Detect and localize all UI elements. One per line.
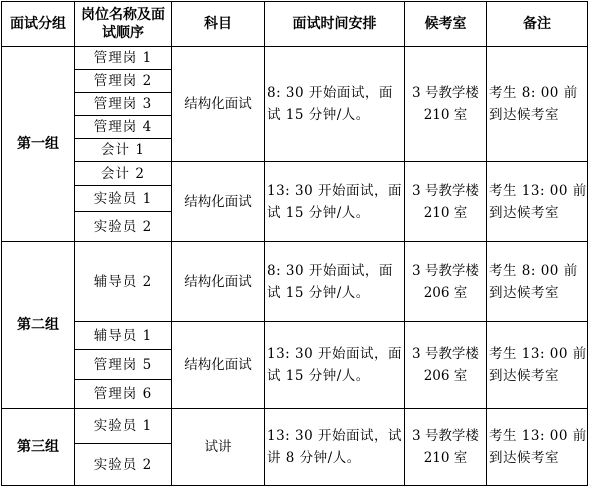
position-cell: 会计 1 <box>75 139 172 162</box>
table-row <box>2 47 588 70</box>
interview-schedule-table <box>1 1 588 486</box>
position-cell: 管理岗 2 <box>75 70 172 93</box>
group-name: 第二组 <box>2 242 75 409</box>
subject-cell: 试讲 <box>172 409 265 486</box>
table-row <box>2 162 588 186</box>
position-cell: 实验员 2 <box>75 212 172 242</box>
header-group: 面试分组 <box>2 2 75 47</box>
header-row <box>2 2 588 47</box>
group-name: 第一组 <box>2 47 75 242</box>
position-cell: 管理岗 4 <box>75 116 172 139</box>
position-cell: 辅导员 1 <box>75 322 172 350</box>
schedule-cell: 13: 30 开始面试，面试 15 分钟/人。 <box>265 322 405 409</box>
remark-cell: 考生 8: 00 前到达候考室 <box>487 242 588 322</box>
room-cell: 3 号教学楼 210 室 <box>405 409 487 486</box>
subject-cell: 结构化面试 <box>172 47 265 162</box>
position-cell: 会计 2 <box>75 162 172 186</box>
remark-cell: 考生 8: 00 前到达候考室 <box>487 47 588 162</box>
room-cell: 3 号教学楼 210 室 <box>405 47 487 162</box>
header-schedule: 面试时间安排 <box>265 2 405 47</box>
table-row <box>2 322 588 350</box>
schedule-cell: 8: 30 开始面试，面试 15 分钟/人。 <box>265 47 405 162</box>
header-subject: 科目 <box>172 2 265 47</box>
table-row <box>2 242 588 322</box>
subject-cell: 结构化面试 <box>172 322 265 409</box>
position-cell: 管理岗 3 <box>75 93 172 116</box>
header-position: 岗位名称及面试顺序 <box>75 2 172 47</box>
position-cell: 实验员 1 <box>75 186 172 212</box>
schedule-cell: 8: 30 开始面试，面试 15 分钟/人。 <box>265 242 405 322</box>
header-remark: 备注 <box>487 2 588 47</box>
room-cell: 3 号教学楼 206 室 <box>405 322 487 409</box>
room-cell: 3 号教学楼 210 室 <box>405 162 487 242</box>
room-cell: 3 号教学楼 206 室 <box>405 242 487 322</box>
remark-cell: 考生 13: 00 前到达候考室 <box>487 162 588 242</box>
group-name: 第三组 <box>2 409 75 486</box>
position-cell: 实验员 1 <box>75 409 172 444</box>
position-cell: 实验员 2 <box>75 444 172 486</box>
schedule-cell: 13: 30 开始面试，试讲 8 分钟/人。 <box>265 409 405 486</box>
table-row <box>2 409 588 444</box>
position-cell: 管理岗 1 <box>75 47 172 70</box>
subject-cell: 结构化面试 <box>172 162 265 242</box>
position-cell: 辅导员 2 <box>75 242 172 322</box>
header-room: 候考室 <box>405 2 487 47</box>
position-cell: 管理岗 5 <box>75 350 172 380</box>
position-cell: 管理岗 6 <box>75 380 172 409</box>
remark-cell: 考生 13: 00 前到达候考室 <box>487 322 588 409</box>
schedule-cell: 13: 30 开始面试，面试 15 分钟/人。 <box>265 162 405 242</box>
subject-cell: 结构化面试 <box>172 242 265 322</box>
remark-cell: 考生 13: 00 前到达候考室 <box>487 409 588 486</box>
